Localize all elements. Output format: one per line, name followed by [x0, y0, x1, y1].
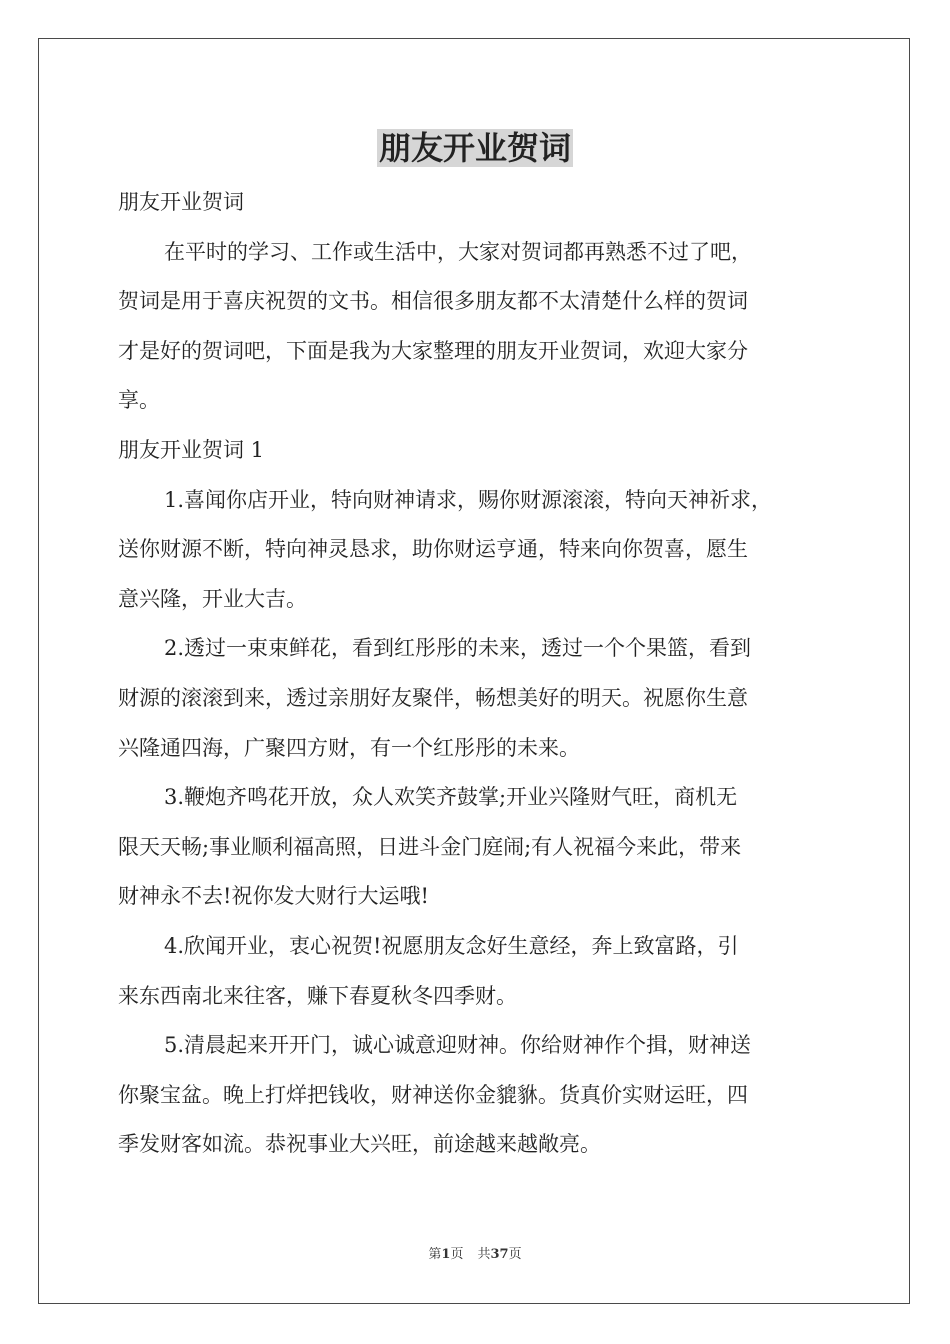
document-title — [0, 126, 950, 170]
total-pages: 37 — [490, 1247, 509, 1262]
greeting-line: 你聚宝盆。晚上打烊把钱收，财神送你金貔貅。货真价实财运旺，四 — [118, 1082, 748, 1107]
greeting-line: 财源的滚滚到来，透过亲朋好友聚伴，畅想美好的明天。祝愿你生意 — [118, 685, 748, 710]
greeting-line: 1.喜闻你店开业，特向财神请求，赐你财源滚滚，特向天神祈求， — [164, 487, 773, 512]
intro-line: 贺词是用于喜庆祝贺的文书。相信很多朋友都不太清楚什么样的贺词 — [118, 289, 748, 314]
greeting-line: 3.鞭炮齐鸣花开放，众人欢笑齐鼓掌;开业兴隆财气旺，商机无 — [164, 785, 738, 810]
page-prefix: 第 — [428, 1247, 442, 1262]
greeting-line: 来东西南北来往客，赚下春夏秋冬四季财。 — [118, 983, 517, 1008]
total-prefix: 共 — [477, 1247, 491, 1262]
greeting-line: 2.透过一束束鲜花，看到红彤彤的未来，透过一个个果篮，看到 — [164, 636, 752, 661]
intro-line: 才是好的贺词吧，下面是我为大家整理的朋友开业贺词，欢迎大家分 — [118, 338, 748, 363]
section-heading: 朋友开业贺词 — [118, 190, 244, 214]
greeting-line: 财神永不去!祝你发大财行大运哦! — [118, 884, 429, 909]
intro-line: 在平时的学习、工作或生活中，大家对贺词都再熟悉不过了吧， — [164, 239, 752, 264]
greeting-line: 意兴隆，开业大吉。 — [118, 586, 307, 611]
page-number: 1 — [441, 1247, 451, 1262]
greeting-line: 限天天畅;事业顺利福高照，日进斗金门庭闹;有人祝福今来此，带来 — [118, 834, 742, 859]
greeting-line: 4.欣闻开业，衷心祝贺!祝愿朋友念好生意经，奔上致富路，引 — [164, 933, 739, 958]
greeting-line: 5.清晨起来开开门，诚心诚意迎财神。你给财神作个揖，财神送 — [164, 1033, 752, 1058]
greeting-line: 季发财客如流。恭祝事业大兴旺，前途越来越敞亮。 — [118, 1132, 601, 1157]
total-suffix: 页 — [508, 1247, 522, 1262]
section-heading: 朋友开业贺词 1 — [118, 437, 265, 462]
greeting-line: 兴隆通四海，广聚四方财，有一个红彤彤的未来。 — [118, 735, 580, 760]
document-title-text: 朋友开业贺词 — [378, 129, 571, 167]
document-body — [118, 178, 834, 1170]
page-suffix: 页 — [450, 1247, 464, 1262]
greeting-line: 送你财源不断，特向神灵恳求，助你财运亨通，特来向你贺喜，愿生 — [118, 537, 748, 562]
page-footer — [0, 1246, 950, 1264]
intro-line: 享。 — [118, 388, 160, 413]
